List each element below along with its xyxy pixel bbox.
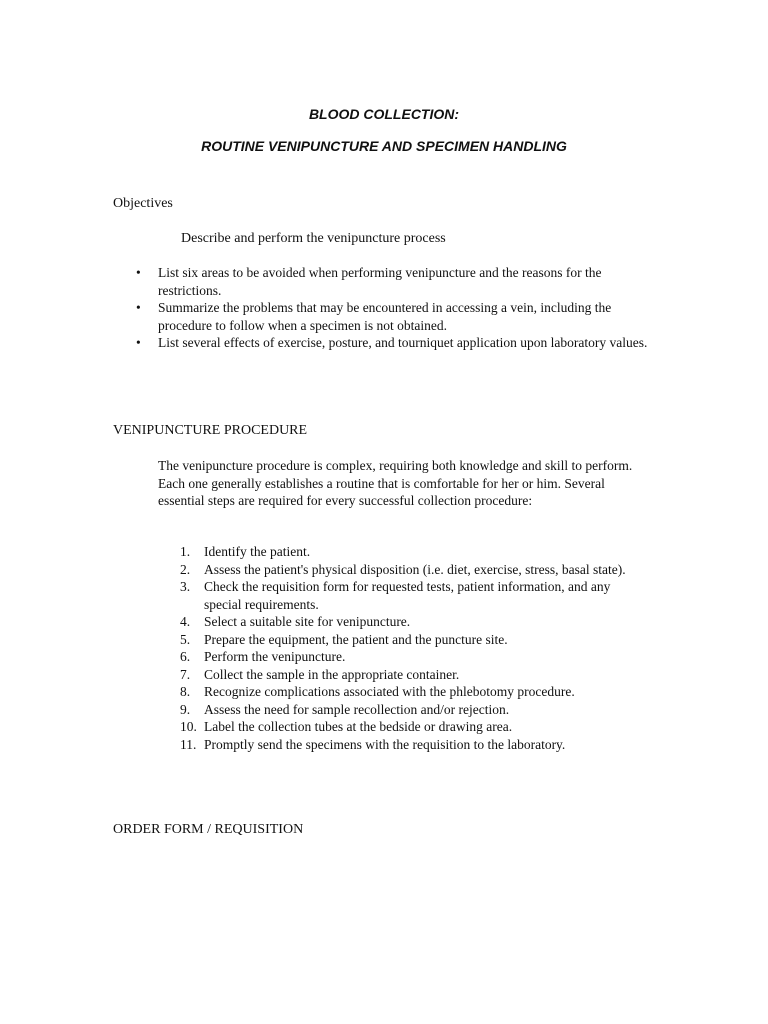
- procedure-step: [180, 631, 644, 649]
- procedure-step: [180, 701, 644, 719]
- procedure-step: [180, 613, 644, 631]
- procedure-step: [180, 543, 644, 561]
- step-number: 11.: [180, 736, 197, 752]
- step-number: 4.: [180, 614, 191, 629]
- objectives-intro: Describe and perform the venipuncture process: [181, 231, 446, 246]
- step-text: Perform the venipuncture.: [204, 649, 346, 664]
- procedure-step: [180, 736, 644, 754]
- document-subtitle: ROUTINE VENIPUNCTURE AND SPECIMEN HANDLING: [201, 138, 567, 154]
- step-number: 6.: [180, 649, 191, 664]
- objective-item: [136, 264, 658, 299]
- procedure-step: [180, 718, 644, 736]
- step-text: Assess the need for sample recollection and/or rejection.: [204, 701, 510, 717]
- step-text: Promptly send the specimens with the requisition to the laboratory.: [204, 736, 566, 752]
- venipuncture-paragraph: The venipuncture procedure is complex, requiring both knowledge and skill to perform. Each one generally establishes a routine that is comfortable for her or him. Several essential steps are required for every successful collection procedure:: [158, 458, 633, 508]
- step-text: Recognize complications associated with the phlebotomy procedure.: [204, 684, 575, 699]
- objectives-heading: Objectives: [113, 196, 173, 211]
- step-number: 1.: [180, 544, 191, 559]
- step-number: 9.: [180, 701, 191, 717]
- bullet-icon: •: [136, 265, 141, 280]
- step-number: 7.: [180, 666, 191, 682]
- bullet-icon: •: [136, 335, 141, 350]
- objective-text: List six areas to be avoided when performing venipuncture and the reasons for the restrictions.: [158, 265, 602, 298]
- objective-text: Summarize the problems that may be encountered in accessing a vein, including the procedure to follow when a specimen is not obtained.: [158, 300, 612, 333]
- objectives-list: [136, 264, 658, 352]
- objective-text: List several effects of exercise, posture, and tourniquet application upon laboratory values.: [158, 335, 648, 350]
- step-text: Identify the patient.: [204, 544, 311, 559]
- step-text: Label the collection tubes at the bedside or drawing area.: [204, 719, 513, 734]
- step-text: Assess the patient's physical disposition (i.e. diet, exercise, stress, basal state).: [204, 561, 626, 577]
- step-number: 8.: [180, 684, 191, 699]
- step-text: Collect the sample in the appropriate container.: [204, 666, 460, 682]
- step-number: 3.: [180, 579, 191, 594]
- step-number: 2.: [180, 561, 191, 577]
- bullet-icon: •: [136, 300, 141, 315]
- order-form-heading: ORDER FORM / REQUISITION: [113, 822, 304, 837]
- objective-item: [136, 334, 658, 352]
- procedure-step: [180, 648, 644, 666]
- step-text: Select a suitable site for venipuncture.: [204, 614, 411, 629]
- procedure-steps-list: [180, 543, 644, 753]
- procedure-step: [180, 561, 644, 579]
- procedure-step: [180, 683, 644, 701]
- procedure-step: [180, 578, 644, 613]
- objective-item: [136, 299, 658, 334]
- step-number: 5.: [180, 631, 191, 647]
- document-title: BLOOD COLLECTION:: [308, 106, 460, 122]
- venipuncture-heading: VENIPUNCTURE PROCEDURE: [113, 423, 308, 438]
- procedure-step: [180, 666, 644, 684]
- step-number: 10.: [180, 719, 197, 734]
- step-text: Check the requisition form for requested tests, patient information, and any special requirements.: [204, 579, 611, 612]
- step-text: Prepare the equipment, the patient and the puncture site.: [204, 631, 508, 647]
